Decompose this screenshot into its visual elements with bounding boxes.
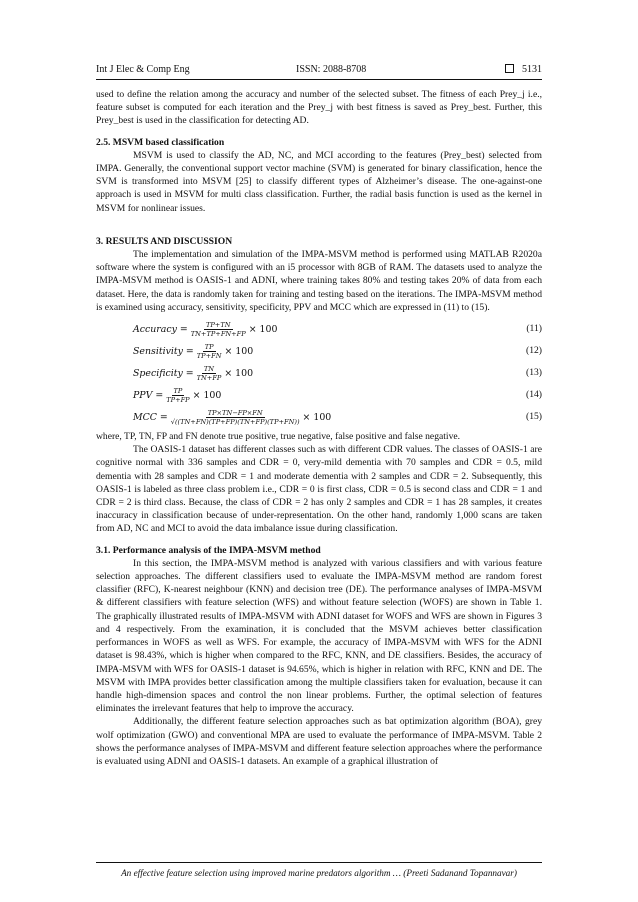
running-footer: An effective feature selection using improved marine predators algorithm … (Preeti Sadanand Topannavar) — [121, 868, 517, 878]
equation-14: PPV = $\frac{TP}{TP+FP}$ × 100 (14) — [133, 386, 542, 404]
equation-15: MCC = $\frac{TP\times TN-FP\times FN}{√((TN+FN)(TP+FP)(TN+FP)(TP+FN))}$ × 100 (15) — [133, 408, 542, 426]
footer-rule — [96, 862, 542, 863]
running-header — [96, 64, 542, 78]
section-3-text: The implementation and simulation of the IMPA-MSVM method is performed using MATLAB R2020a software where the system is configured with an i5 processor with 8GB of RAM. The datasets used to analyze the IMPA-MSVM method is OASIS-1 and ADNI, where training takes 80% and testing takes 20% of data from each dataset. Here, the data is randomly taken for training and testing based on the iterations. The IMPA-MSVM method is examined using accuracy, sensitivity, specificity, PPV and MCC which are expressed in (11) to (15). — [96, 249, 542, 313]
page-number-box — [505, 64, 542, 75]
where-clause: where, TP, TN, FP and FN denote true positive, true negative, false positive and false negative. — [96, 431, 461, 443]
equation-11: Accuracy = $\frac{TP+TN}{TN+TP+FN+FP}$ × 100 (11) — [133, 320, 542, 338]
section-3-1-title: 3.1. Performance analysis of the IMPA-MSVM method — [96, 544, 321, 556]
equation-number: (11) — [526, 323, 542, 335]
square-icon — [505, 64, 514, 73]
equation-number: (15) — [526, 411, 542, 423]
section-3-1-text-2: Additionally, the different feature selection approaches such as bat optimization algorithm (BOA), grey wolf optimization (GWO) and conventional MPA are used to evaluate the performance of IMPA-MSVM. Table 2 shows the performance analyses of IMPA-MSVM and different feature selection approaches where the performance is evaluated using ADNI and OASIS-1 datasets. An example of a graphical illustration of — [96, 716, 542, 767]
issn: ISSN: 2088-8708 — [296, 64, 367, 75]
equation-13: Specificity = $\frac{TN}{TN+FP}$ × 100 (13) — [133, 364, 542, 382]
paragraph-fitness: used to define the relation among the accuracy and number of the selected subset. The fitness of each Prey_j i.e., feature subset is computed for each iteration and the Prey_j with best fitness is saved as Prey_best. Further, this Prey_best is used in the classification for detecting AD. — [96, 89, 542, 127]
page-number: 5131 — [522, 64, 542, 75]
equation-number: (13) — [526, 367, 542, 379]
body-text — [96, 88, 542, 768]
journal-name: Int J Elec & Comp Eng — [96, 64, 190, 75]
header-rule — [96, 79, 542, 80]
section-3-title: 3. RESULTS AND DISCUSSION — [96, 235, 233, 247]
equation-12: Sensitivity = $\frac{TP}{TP+FN}$ × 100 (12) — [133, 342, 542, 360]
section-2-5-title: 2.5. MSVM based classification — [96, 136, 225, 148]
equation-number: (12) — [526, 345, 542, 357]
equation-number: (14) — [526, 389, 542, 401]
section-2-5-text: MSVM is used to classify the AD, NC, and MCI according to the features (Prey_best) selected from IMPA. Generally, the conventional support vector machine (SVM) is generated for binary classification, hence the SVM is transformed into MSVM [25] to classify different types of Alzheimer’s disease. The one-against-one approach is used in MSVM for multi class classification. Further, the radial basis function is used as the kernel in MSVM for nonlinear issues. — [96, 149, 542, 214]
oasis-paragraph: The OASIS-1 dataset has different classes such as with different CDR values. The classes of OASIS-1 are cognitive normal with 336 samples and CDR = 0, very-mild dementia with 70 samples and CDR = 0.5, mild dementia with 28 samples and CDR = 1 and moderate dementia with 2 samples and CDR = 2. Subsequently, this OASIS-1 is labeled as three class problem i.e., CDR = 0 is first class, CDR = 0.5 is second class and CDR = 1 and CDR = 2 is third class. Because, the class of CDR = 2 has only 2 samples and CDR = 1 has 28 samples, it creates inaccuracy in classification because of under-representation. On the other hand, randomly 1,000 scans are taken from AD, NC and MCI to avoid the data imbalance issue during classification. — [96, 444, 542, 535]
section-3-1-text: In this section, the IMPA-MSVM method is analyzed with various classifiers and with various feature selection approaches. The different classifiers used to evaluate the IMPA-MSVM method are random forest classifier (RFC), K-nearest neighbour (KNN) and decision tree (DE). The performance analyses of IMPA-MSVM & different classifiers with feature selection (WFS) and without feature selection (WOFS) are shown in Table 1. The graphically illustrated results of IMPA-MSVM with ADNI dataset for WOFS and WFS are shown in Figures 3 and 4 respectively. From the examination, it is concluded that the MSVM achieves better classification performances in WOFS as well as WFS. For example, the accuracy of IMPA-MSVM with WFS for the ADNI dataset is 98.43%, which is higher when compared to the RFC, KNN, and DE classifiers. Besides, the accuracy of IMPA-MSVM with WFS for OASIS-1 dataset is 94.65%, which is higher in relation with RFC, KNN and DE. The MSVM with IMPA provides better classification among the multiple classifiers taken for evaluation, because it can handle high-dimension spaces and control the non linear problems. Further, the optimal selection of features eliminates the irrelevant features that help to improve the accuracy. — [96, 557, 542, 715]
